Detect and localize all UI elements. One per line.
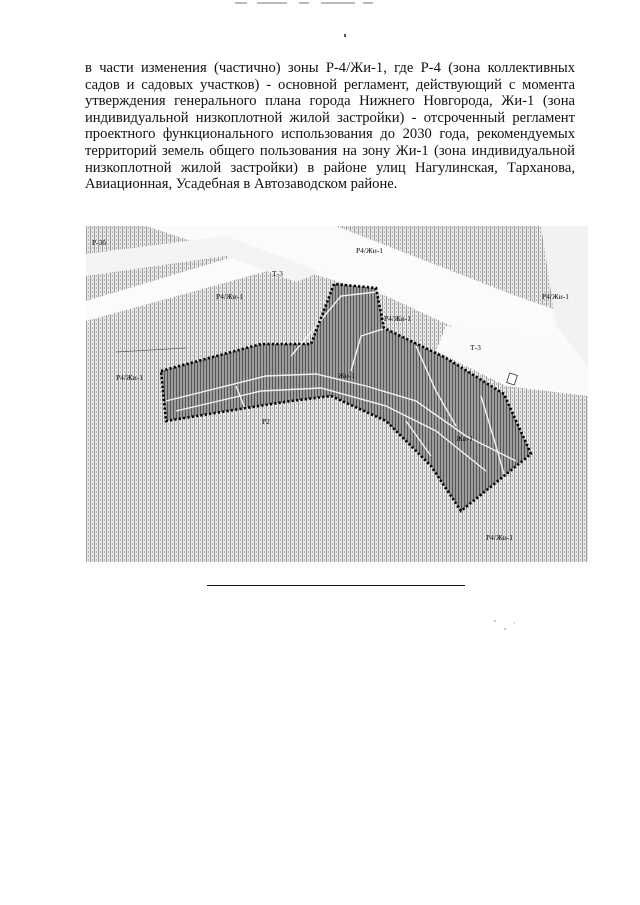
scan-artifact-top	[235, 0, 385, 8]
label-r4zhi-left-upper: Р4/Жи-1	[216, 292, 243, 301]
scan-mark	[344, 34, 346, 37]
scan-speck	[514, 622, 515, 624]
label-zhi-center: Жи-1	[338, 371, 355, 380]
label-r2: Р2	[262, 417, 270, 426]
label-r4zhi-top: Р4/Жи-1	[356, 246, 383, 255]
label-r3b: Р-3б	[92, 238, 107, 247]
scan-speck	[494, 620, 496, 622]
label-r4zhi-left: Р4/Жи-1	[116, 373, 143, 382]
label-t3-top: Т-3	[272, 269, 283, 278]
scan-speck	[504, 628, 506, 630]
separator-line	[207, 585, 465, 586]
label-zhi-right: Жи-1	[456, 434, 473, 443]
label-r4zhi-bottom: Р4/Жи-1	[486, 533, 513, 542]
label-r4zhi-center: Р4/Жи-1	[384, 314, 411, 323]
label-t3-right: Т-3	[470, 343, 481, 352]
zoning-map	[86, 226, 588, 562]
label-r4zhi-right-top: Р4/Жи-1	[542, 292, 569, 301]
body-paragraph: в части изменения (частично) зоны Р-4/Жи-1, где Р-4 (зона коллективных садов и садовых участков) - основной регламент, действующий с момента утверждения генерального плана города Нижнего Новгорода, Жи-1 (зона индивидуальной низкоплотной жилой застройки) - отсроченный регламент проектного функционального использования до 2030 года, рекомендуемых территорий земель общего пользования на зону Жи-1 (зона индивидуальной низкоплотной жилой застройки) в районе улиц Нагулинская, Тарханова, Авиационная, Усадебная в Автозаводском районе.	[85, 60, 575, 193]
